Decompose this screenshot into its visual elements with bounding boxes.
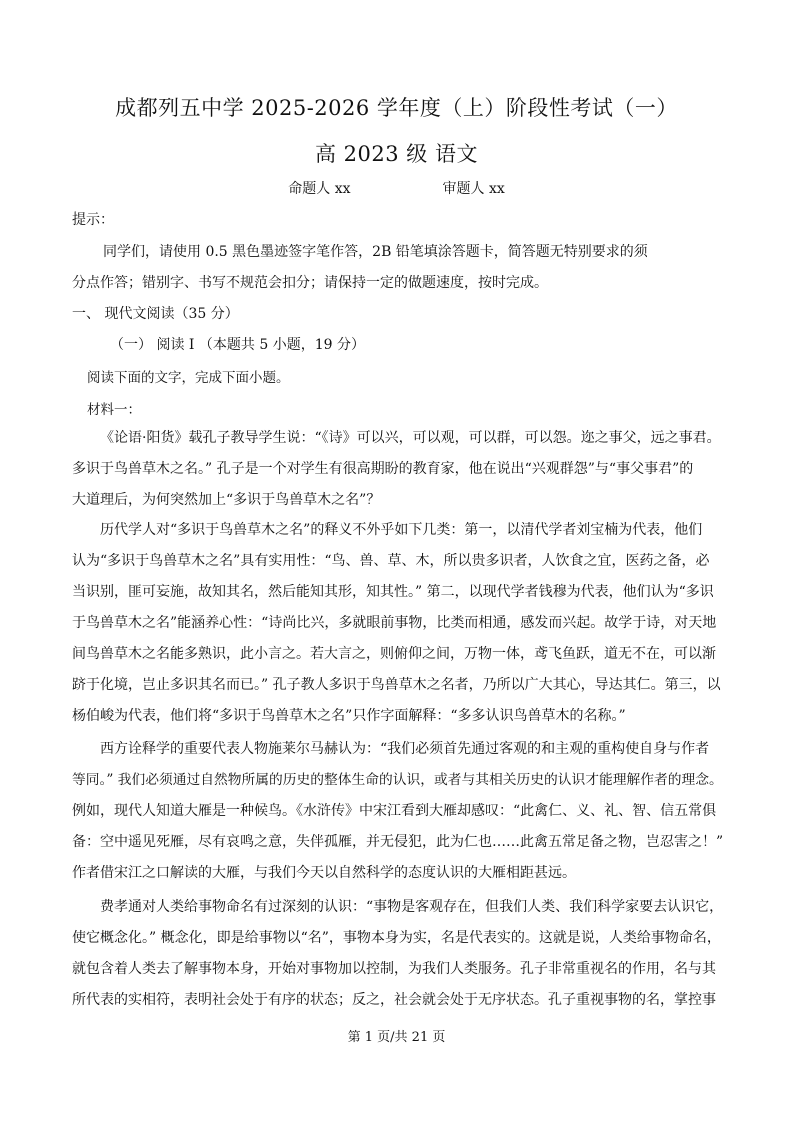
paragraph-line: 就包含着人类去了解事物本身，开始对事物加以控制，为我们人类服务。孔子非常重视名的作用，名与其: [72, 961, 716, 977]
paragraph-4: [72, 896, 724, 1020]
section-heading: 一、 现代文阅读（35 分）: [72, 306, 239, 322]
paragraph-line: 等同。” 我们必须通过自然物所属的历史的整体生命的认识，或者与其相关历史的认识才能理解作者的理念。: [72, 772, 723, 788]
paragraph-line: 大道理后，为何突然加上“多识于鸟兽草木之名”？: [72, 492, 381, 508]
exam-subtitle: 高 2023 级 语文: [315, 142, 478, 166]
notice-line-1: 同学们，请使用 0.5 黑色墨迹签字笔作答，2B 铅笔填涂答题卡，简答题无特别要求的须: [103, 244, 648, 260]
exam-title: 成都列五中学 2025-2026 学年度（上）阶段性考试（一）: [115, 96, 678, 120]
paragraph-line: 使它概念化。” 概念化，即是给事物以“名”，事物本身为实，名是代表实的。这就是说，人类给事物命名，: [72, 930, 721, 946]
paragraph-line: 西方诠释学的重要代表人物施莱尔马赫认为：“我们必须首先通过客观的和主观的重构使自身与作者: [100, 741, 710, 757]
paragraph-line: 于鸟兽草木之名”能涵养心性：“诗尚比兴，多就眼前事物，比类而相通，感发而兴起。故学于诗，对天地: [72, 615, 717, 631]
paragraph-2: [72, 519, 724, 736]
paragraph-line: 间鸟兽草木之名能多熟识，此小言之。若大言之，则俯仰之间，万物一体，鸢飞鱼跃，道无不在，可以渐: [72, 646, 716, 662]
paragraph-line: 《论语·阳货》载孔子教导学生说：“《诗》可以兴，可以观，可以群，可以怨。迩之事父，远之事君。: [100, 430, 721, 446]
question-reviewer: 审题人 xx: [442, 181, 505, 197]
paragraph-line: 历代学人对“多识于鸟兽草木之名”的释义不外乎如下几类：第一，以清代学者刘宝楠为代表，他们: [100, 522, 703, 538]
authors-line: [0, 178, 793, 198]
notice-line-2: 分点作答；错别字、书写不规范会扣分；请保持一定的做题速度，按时完成。: [72, 275, 548, 291]
paragraph-line: 认为“多识于鸟兽草木之名”具有实用性：“鸟、兽、草、木，所以贵多识者，人饮食之宜，医药之备，必: [72, 553, 710, 569]
paragraph-line: 费孝通对人类给事物命名有过深刻的认识：“事物是客观存在，但我们人类、我们科学家要去认识它，: [100, 899, 724, 915]
paragraph-line: 作者借宋江之口解读的大雁，与我们今天以自然科学的态度认识的大雁相距甚远。: [72, 865, 576, 881]
page-number: 第 1 页/共 21 页: [347, 1030, 446, 1045]
material-label: 材料一：: [87, 402, 141, 418]
paragraph-line: 例如，现代人知道大雁是一种候鸟。《水浒传》中宋江看到大雁却感叹：“此禽仁、义、礼、智、信五常俱: [72, 803, 717, 819]
sub-section-heading: （一） 阅读 I （本题共 5 小题，19 分）: [110, 337, 365, 353]
paragraph-line: 杨伯峻为代表，他们将“多识于鸟兽草木之名”只作字面解释：“多多认识鸟兽草木的名称。”: [72, 708, 626, 724]
paragraph-line: 多识于鸟兽草木之名。” 孔子是一个对学生有很高期盼的教育家，他在说出“兴观群怨”与“事父事君”的: [72, 461, 694, 477]
paragraph-line: 跻于化境，岂止多识其名而已。” 孔子教人多识于鸟兽草木之名者，乃所以广大其心，导达其仁。第三，以: [72, 677, 721, 693]
paragraph-line: 所代表的实相符，表明社会处于有序的状态；反之，社会就会处于无序状态。孔子重视事物的名，掌控事: [72, 992, 716, 1008]
question-setter: 命题人 xx: [288, 181, 351, 197]
paragraph-1: [72, 427, 724, 520]
paragraph-line: 备：空中遥见死雁，尽有哀鸣之意，失伴孤雁，并无侵犯，此为仁也……此禽五常足备之物，岂忍害之！”: [72, 834, 724, 850]
notice-label: 提示：: [72, 212, 114, 228]
paragraph-line: 当识别，匪可妄施，故知其名，然后能知其形，知其性。” 第二，以现代学者钱穆为代表，他们认为“多识: [72, 584, 714, 600]
paragraph-3: [72, 738, 724, 893]
reading-instruction: 阅读下面的文字，完成下面小题。: [87, 370, 290, 386]
